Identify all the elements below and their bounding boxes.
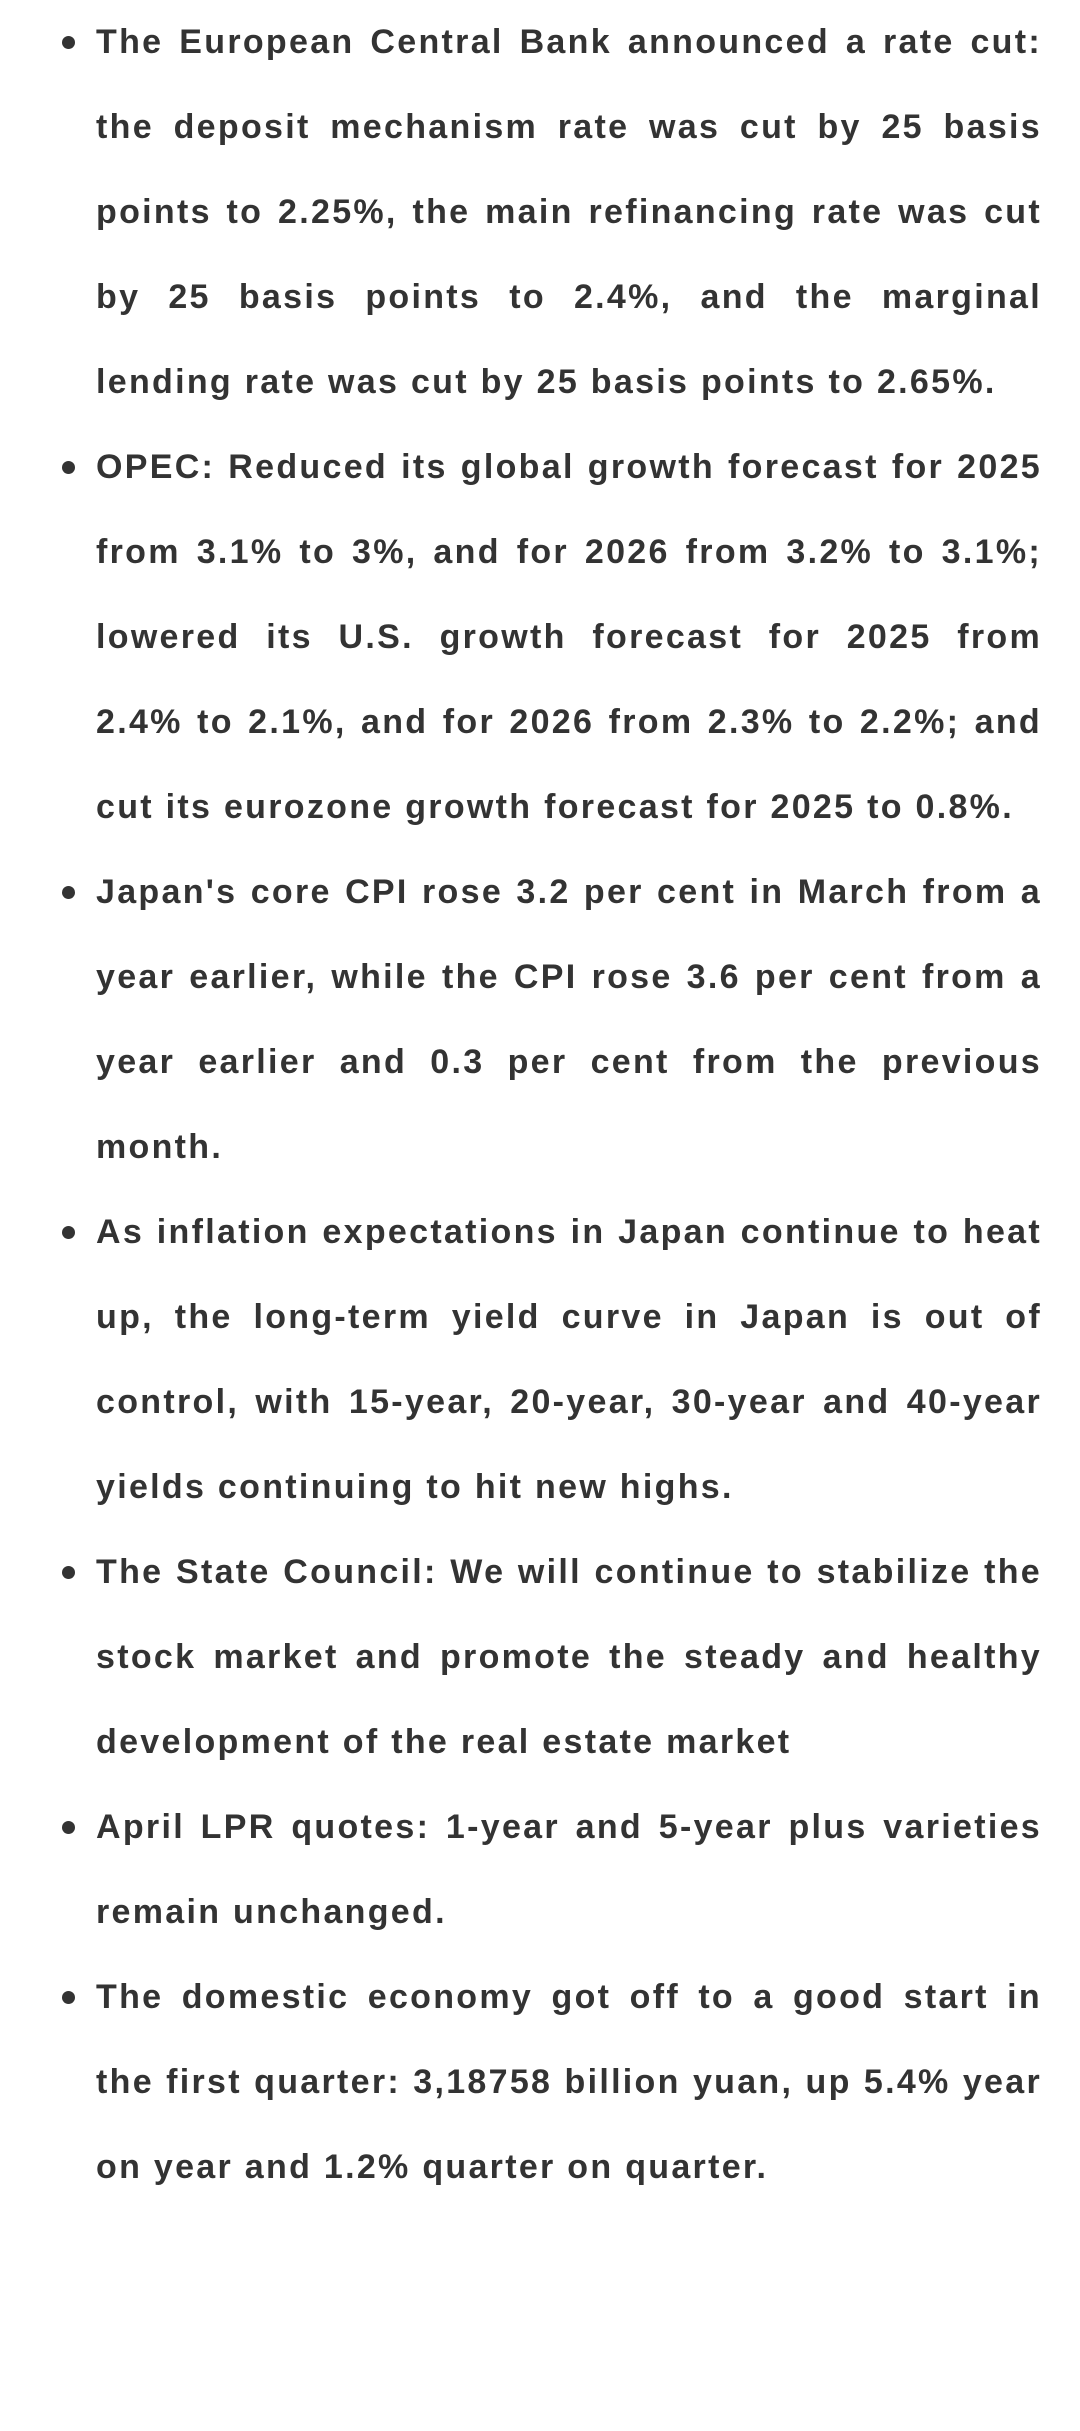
bullet-dot-icon <box>62 1821 75 1834</box>
list-item-text: The European Central Bank announced a rate cut: the deposit mechanism rate was cut by 25 basis points to 2.25%, the main refinancing rate was cut by 25 basis points to 2.4%, and the marginal lending rate was cut by 25 basis points to 2.65%. <box>96 23 1042 401</box>
list-item-state-council <box>0 1530 1080 1785</box>
list-item-japan-yield-curve <box>0 1190 1080 1530</box>
bullet-dot-icon <box>62 886 75 899</box>
list-item-text: The domestic economy got off to a good start in the first quarter: 3,18758 billion yuan, up 5.4% year on year and 1.2% quarter on quarter. <box>96 1978 1042 2186</box>
bullet-dot-icon <box>62 36 75 49</box>
list-item-ecb-rate-cut <box>0 0 1080 425</box>
bullet-dot-icon <box>62 461 75 474</box>
list-item-text: As inflation expectations in Japan continue to heat up, the long-term yield curve in Japan is out of control, with 15-year, 20-year, 30-year and 40-year yields continuing to hit new highs. <box>96 1213 1042 1506</box>
list-item-text: OPEC: Reduced its global growth forecast for 2025 from 3.1% to 3%, and for 2026 from 3.2% to 3.1%; lowered its U.S. growth forecast for 2025 from 2.4% to 2.1%, and for 2026 from 2.3% to 2.2%; and cut its eurozone growth forecast for 2025 to 0.8%. <box>96 448 1042 826</box>
bullet-dot-icon <box>62 1226 75 1239</box>
list-item-text: Japan's core CPI rose 3.2 per cent in March from a year earlier, while the CPI rose 3.6 per cent from a year earlier and 0.3 per cent from the previous month. <box>96 873 1042 1166</box>
list-item-text: The State Council: We will continue to stabilize the stock market and promote the steady and healthy development of the real estate market <box>96 1553 1042 1761</box>
list-item-domestic-economy <box>0 1955 1080 2210</box>
list-item-text: April LPR quotes: 1-year and 5-year plus varieties remain unchanged. <box>96 1808 1042 1931</box>
bullet-dot-icon <box>62 1566 75 1579</box>
list-item-april-lpr <box>0 1785 1080 1955</box>
list-item-opec-forecast <box>0 425 1080 850</box>
bullet-dot-icon <box>62 1991 75 2004</box>
list-item-japan-cpi <box>0 850 1080 1190</box>
